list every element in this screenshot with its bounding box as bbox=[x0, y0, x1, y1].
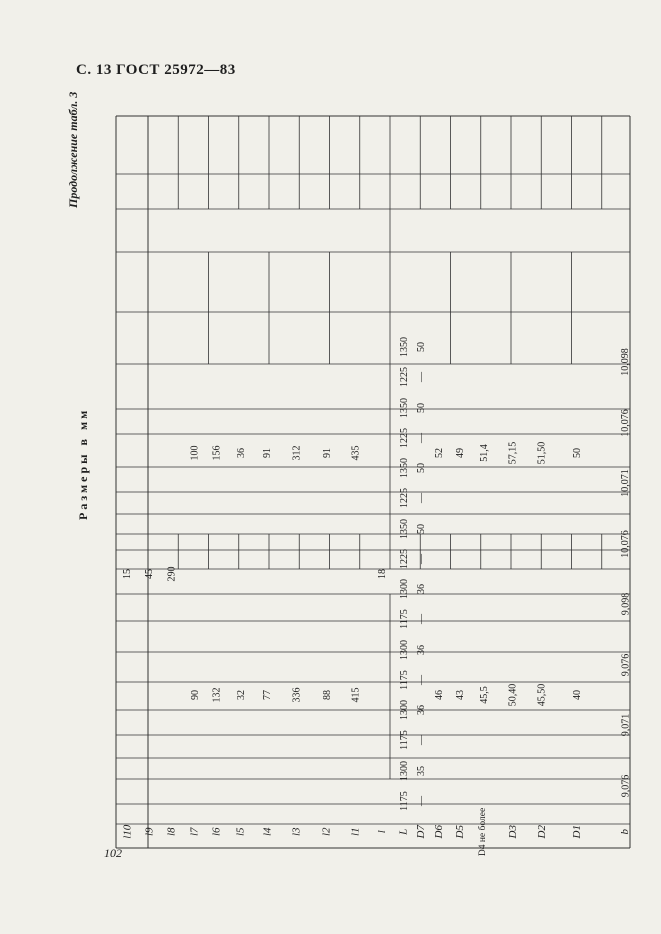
header-l10-text: l10 bbox=[121, 824, 134, 840]
header-l7-text: l7 bbox=[188, 827, 201, 837]
cell-D7-12-text: — bbox=[416, 432, 427, 443]
cell-D1-1 bbox=[555, 332, 600, 574]
cell-L-8 bbox=[395, 544, 414, 574]
cell-D7-6 bbox=[414, 604, 430, 634]
cell-l7-1-text: 100 bbox=[189, 445, 201, 461]
cell-L-12-text: 1225 bbox=[398, 427, 410, 448]
cell-D6-0-text: 46 bbox=[434, 690, 445, 700]
cell-l8-common bbox=[160, 332, 185, 816]
cell-l1-0-text: 415 bbox=[350, 687, 362, 703]
cell-L-9-text: 1350 bbox=[398, 518, 410, 539]
cell-L-10 bbox=[395, 483, 414, 513]
header-D4-text: D4 не более bbox=[478, 807, 489, 857]
cell-l3-0-text: 336 bbox=[291, 687, 302, 703]
cell-L-15-text: 1350 bbox=[398, 337, 410, 358]
dimensions-caption: Размеры в мм bbox=[76, 407, 90, 520]
header-L bbox=[395, 816, 414, 848]
cell-D6-0 bbox=[430, 574, 450, 816]
cell-D7-14 bbox=[414, 362, 430, 392]
cell-b-1 bbox=[600, 695, 652, 756]
page-header: С. 13 ГОСТ 25972—83 bbox=[76, 62, 236, 78]
cell-l7-0 bbox=[185, 574, 206, 816]
header-D7-text: D7 bbox=[415, 825, 428, 839]
cell-L-13-text: 1350 bbox=[398, 397, 410, 418]
cell-D2-1 bbox=[530, 332, 555, 574]
cell-D7-7 bbox=[414, 574, 430, 604]
cell-l4-1-text: 91 bbox=[262, 448, 273, 458]
cell-L-4-text: 1175 bbox=[398, 670, 410, 690]
cell-b-5 bbox=[600, 453, 652, 514]
cell-l3-1-text: 312 bbox=[291, 445, 302, 461]
cell-l4-0 bbox=[254, 574, 282, 816]
header-l2 bbox=[312, 816, 343, 848]
cell-l2-0-text: 88 bbox=[321, 690, 333, 700]
header-b-text: b bbox=[619, 829, 632, 835]
cell-D7-11 bbox=[414, 453, 430, 483]
cell-l3-0 bbox=[282, 574, 312, 816]
page-number: 102 bbox=[104, 846, 122, 860]
cell-b-0 bbox=[600, 756, 652, 817]
cell-D7-5-text: 36 bbox=[416, 644, 427, 655]
cell-L-7-text: 1300 bbox=[398, 579, 410, 600]
cell-D7-1-text: 35 bbox=[416, 765, 427, 776]
cell-b-7 bbox=[600, 332, 652, 393]
cell-D7-9-text: 50 bbox=[416, 523, 427, 534]
cell-D7-15 bbox=[414, 332, 430, 362]
cell-D7-13-text: 50 bbox=[416, 402, 427, 413]
header-l-text: l bbox=[375, 830, 388, 834]
cell-l7-0-text: 90 bbox=[189, 690, 201, 700]
cell-D7-10 bbox=[414, 483, 430, 513]
cell-fit-4 bbox=[652, 514, 661, 575]
header-b bbox=[600, 816, 652, 848]
header-D2 bbox=[530, 816, 555, 848]
cell-L-1-text: 1300 bbox=[398, 760, 410, 781]
cell-b-3-text: 9,098 bbox=[620, 593, 631, 616]
cell-L-8-text: 1225 bbox=[398, 548, 410, 569]
cell-fit-6 bbox=[652, 393, 661, 454]
cell-l6-1 bbox=[206, 332, 229, 574]
cell-l2-1 bbox=[312, 332, 343, 574]
cell-D7-14-text: — bbox=[416, 372, 427, 383]
cell-l1-0 bbox=[343, 574, 370, 816]
header-l4-text: l4 bbox=[261, 827, 274, 837]
cell-D3-1-text: 57,15 bbox=[507, 441, 519, 465]
cell-L-14 bbox=[395, 362, 414, 392]
cell-D7-13 bbox=[414, 393, 430, 423]
header-l1-text: l1 bbox=[349, 827, 362, 837]
cell-D5-0 bbox=[450, 574, 472, 816]
cell-D7-3-text: 36 bbox=[416, 705, 427, 716]
header-D5 bbox=[450, 816, 472, 848]
cell-L-14-text: 1225 bbox=[398, 367, 410, 388]
cell-D5-1-text: 49 bbox=[455, 448, 466, 458]
header-l8-text: l8 bbox=[165, 827, 178, 837]
cell-b-2-text: 9,076 bbox=[620, 653, 631, 676]
cell-D6-1 bbox=[430, 332, 450, 574]
cell-D7-6-text: — bbox=[416, 614, 427, 625]
cell-D7-8 bbox=[414, 544, 430, 574]
cell-D4-0-text: 45,5 bbox=[478, 686, 490, 704]
header-l6-text: l6 bbox=[210, 827, 223, 837]
cell-D5-0-text: 43 bbox=[455, 690, 466, 700]
cell-L-6 bbox=[395, 604, 414, 634]
cell-D2-1-text: 51,50 bbox=[536, 441, 548, 465]
cell-b-2 bbox=[600, 635, 652, 696]
cell-D1-0-text: 40 bbox=[571, 690, 583, 700]
cell-b-6 bbox=[600, 393, 652, 454]
cell-l8-common-text: 290 bbox=[166, 566, 178, 582]
cell-D3-1 bbox=[497, 332, 530, 574]
cell-D7-10-text: — bbox=[416, 493, 427, 504]
cell-L-10-text: 1225 bbox=[398, 488, 410, 509]
cell-D5-1 bbox=[450, 332, 472, 574]
header-l3-text: l3 bbox=[290, 827, 303, 837]
header-l9 bbox=[140, 816, 160, 848]
cell-l5-1 bbox=[229, 332, 254, 574]
table-continuation-label: Продолжение табл. 3 bbox=[66, 91, 80, 208]
header-D6-text: D6 bbox=[433, 825, 446, 839]
header-D6 bbox=[430, 816, 450, 848]
header-D5-text: D5 bbox=[454, 825, 467, 839]
cell-b-7-text: 10,098 bbox=[620, 348, 631, 376]
cell-l9-common-text: 45 bbox=[144, 569, 155, 579]
cell-fit-5 bbox=[652, 453, 661, 514]
cell-L-13 bbox=[395, 393, 414, 423]
cell-D7-9 bbox=[414, 514, 430, 544]
cell-D7-8-text: — bbox=[416, 553, 427, 564]
header-l10 bbox=[116, 816, 140, 848]
cell-l6-0 bbox=[206, 574, 229, 816]
cell-L-4 bbox=[395, 665, 414, 695]
cell-D3-0-text: 50,40 bbox=[507, 683, 519, 707]
cell-D7-3 bbox=[414, 695, 430, 725]
cell-fit-1 bbox=[652, 695, 661, 756]
header-L-text: L bbox=[397, 828, 410, 836]
cell-D7-2-text: — bbox=[416, 735, 427, 746]
cell-l2-0 bbox=[312, 574, 343, 816]
cell-D7-1 bbox=[414, 756, 430, 786]
cell-D4-0 bbox=[472, 574, 497, 816]
cell-l10-common-text: 15 bbox=[122, 569, 133, 579]
cell-b-4 bbox=[600, 514, 652, 575]
cell-L-12 bbox=[395, 423, 414, 453]
header-l4 bbox=[254, 816, 282, 848]
cell-L-5 bbox=[395, 635, 414, 665]
header-l8 bbox=[160, 816, 185, 848]
cell-L-7 bbox=[395, 574, 414, 604]
cell-L-15 bbox=[395, 332, 414, 362]
cell-b-6-text: 10,076 bbox=[620, 409, 631, 437]
cell-l4-1 bbox=[254, 332, 282, 574]
cell-b-0-text: 9,076 bbox=[620, 774, 631, 797]
cell-fit-2 bbox=[652, 635, 661, 696]
cell-l-common-text: 18 bbox=[376, 569, 388, 579]
cell-L-3-text: 1300 bbox=[398, 700, 410, 721]
cell-l1-1 bbox=[343, 332, 370, 574]
header-D3-text: D3 bbox=[506, 825, 519, 839]
header-fits bbox=[652, 816, 661, 848]
cell-l5-0-text: 32 bbox=[235, 690, 247, 700]
cell-l4-0-text: 77 bbox=[262, 690, 273, 700]
cell-l6-0-text: 132 bbox=[211, 687, 223, 703]
header-l2-text: l2 bbox=[320, 827, 333, 837]
cell-fit-0 bbox=[652, 756, 661, 817]
cell-D7-2 bbox=[414, 725, 430, 755]
cell-b-1-text: 9,071 bbox=[620, 714, 631, 737]
cell-l9-common bbox=[140, 332, 160, 816]
cell-D1-0 bbox=[555, 574, 600, 816]
cell-L-2 bbox=[395, 725, 414, 755]
header-D7 bbox=[414, 816, 430, 848]
cell-fit-3 bbox=[652, 574, 661, 635]
cell-l10-common bbox=[116, 332, 140, 816]
cell-L-5-text: 1300 bbox=[398, 639, 410, 660]
cell-D4-1-text: 51,4 bbox=[478, 444, 490, 462]
cell-b-3 bbox=[600, 574, 652, 635]
cell-b-4-text: 10,076 bbox=[620, 530, 631, 558]
header-l3 bbox=[282, 816, 312, 848]
cell-D7-0-text: — bbox=[416, 795, 427, 806]
cell-l6-1-text: 156 bbox=[211, 445, 223, 461]
header-D2-text: D2 bbox=[535, 825, 548, 839]
cell-L-11 bbox=[395, 453, 414, 483]
header-l1 bbox=[343, 816, 370, 848]
header-D4 bbox=[472, 807, 497, 857]
cell-D7-0 bbox=[414, 786, 430, 816]
cell-D7-7-text: 36 bbox=[416, 584, 427, 595]
cell-D7-4 bbox=[414, 665, 430, 695]
cell-D3-0 bbox=[497, 574, 530, 816]
header-D1 bbox=[555, 816, 600, 848]
cell-D7-4-text: — bbox=[416, 674, 427, 685]
cell-D1-1-text: 50 bbox=[571, 448, 583, 458]
cell-fit-7 bbox=[652, 332, 661, 393]
cell-l2-1-text: 91 bbox=[321, 448, 333, 458]
header-l5 bbox=[229, 816, 254, 848]
header-l7 bbox=[185, 816, 206, 848]
cell-L-2-text: 1175 bbox=[398, 730, 410, 751]
cell-L-3 bbox=[395, 695, 414, 725]
cell-D7-15-text: 50 bbox=[416, 342, 427, 353]
cell-D2-0 bbox=[530, 574, 555, 816]
cell-l1-1-text: 435 bbox=[350, 445, 362, 461]
cell-L-0 bbox=[395, 786, 414, 816]
header-D1-text: D1 bbox=[570, 825, 583, 839]
header-l9-text: l9 bbox=[143, 827, 156, 837]
header-D3 bbox=[497, 816, 530, 848]
cell-l-common bbox=[370, 332, 395, 816]
cell-l5-0 bbox=[229, 574, 254, 816]
header-l bbox=[370, 816, 395, 848]
cell-L-1 bbox=[395, 756, 414, 786]
cell-D4-1 bbox=[472, 332, 497, 574]
cell-l3-1 bbox=[282, 332, 312, 574]
cell-l7-1 bbox=[185, 332, 206, 574]
cell-b-5-text: 10,071 bbox=[620, 469, 631, 497]
cell-L-11-text: 1350 bbox=[398, 458, 410, 479]
cell-D6-1-text: 52 bbox=[434, 448, 445, 458]
header-l5-text: l5 bbox=[234, 827, 247, 837]
cell-L-9 bbox=[395, 514, 414, 544]
cell-D2-0-text: 45,50 bbox=[536, 683, 548, 707]
cell-l5-1-text: 36 bbox=[235, 448, 247, 458]
cell-D7-12 bbox=[414, 423, 430, 453]
cell-D7-11-text: 50 bbox=[416, 463, 427, 474]
header-l6 bbox=[206, 816, 229, 848]
cell-L-6-text: 1175 bbox=[398, 609, 410, 630]
cell-D7-5 bbox=[414, 635, 430, 665]
cell-L-0-text: 1175 bbox=[398, 791, 410, 811]
